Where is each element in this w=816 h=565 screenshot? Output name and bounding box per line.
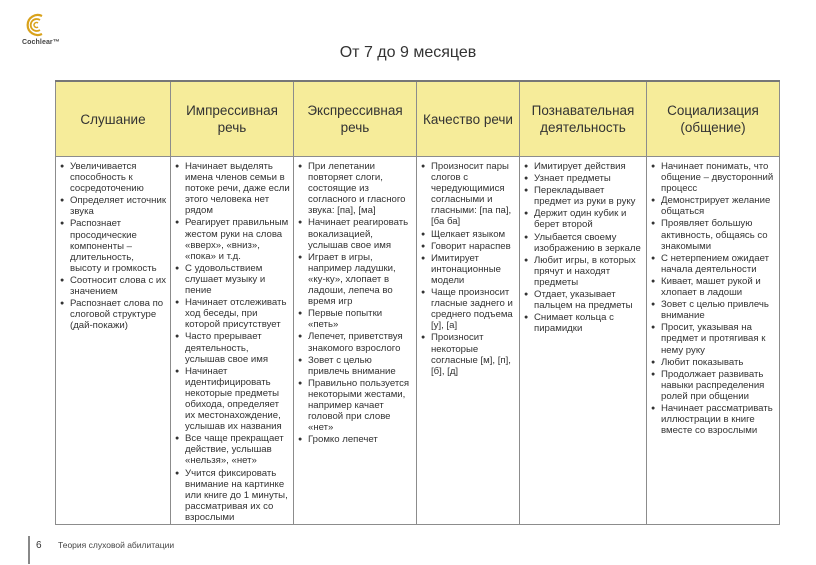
- list-item: ● Держит один кубик и берет второй: [524, 208, 643, 230]
- socialization-list: [651, 161, 776, 436]
- list-item: ● Зовет с целью привлечь внимание: [298, 355, 413, 377]
- list-item: ● Начинает отслеживать ход беседы, при которой присутствует: [175, 297, 290, 330]
- list-item: ● С удовольствием слушает музыку и пение: [175, 263, 290, 296]
- expressive-speech-cell: [294, 157, 417, 525]
- socialization-cell: [647, 157, 780, 525]
- list-item: ● Громко лепечет: [298, 434, 413, 445]
- list-item: ● Первые попытки «петь»: [298, 308, 413, 330]
- list-item: ● Щелкает языком: [421, 229, 516, 240]
- list-item: ● Имитирует действия: [524, 161, 643, 172]
- list-item: ● При лепетании повторяет слоги, состоящие из согласного и гласного звука: [па], [ма]: [298, 161, 413, 216]
- cognition-list: [524, 161, 643, 334]
- list-item: ● Начинает понимать, что общение – двусторонний процесс: [651, 161, 776, 194]
- receptive-speech-list: [175, 161, 290, 523]
- list-item: ● Учится фиксировать внимание на картинке или книге до 1 минуты, рассматривая их со взрослыми: [175, 468, 290, 523]
- speech-quality-list: [421, 161, 516, 377]
- list-item: ● Любит показывать: [651, 357, 776, 368]
- list-item: ● Начинает выделять имена членов семьи в потоке речи, даже если этого человека нет рядом: [175, 161, 290, 216]
- list-item: ● Начинает реагировать вокализацией, услышав свое имя: [298, 217, 413, 250]
- list-item: ● Распознает слова по слоговой структуре (дай-покажи): [60, 298, 167, 331]
- list-item: ● Просит, указывая на предмет и протягивая к нему руку: [651, 322, 776, 355]
- list-item: ● Чаще произносит гласные заднего и среднего подъема [у], [а]: [421, 287, 516, 331]
- cognition-cell: [520, 157, 647, 525]
- column-header-socialization: Социализация (общение): [647, 81, 780, 157]
- list-item: ● Определяет источник звука: [60, 195, 167, 217]
- list-item: ● Зовет с целью привлечь внимание: [651, 299, 776, 321]
- column-header-speech-quality: Качество речи: [417, 81, 520, 157]
- listening-list: [60, 161, 167, 331]
- list-item: ● Перекладывает предмет из руки в руку: [524, 185, 643, 207]
- list-item: ● Начинает идентифицировать некоторые предметы обихода, определяет их местонахождение, услышав их названия: [175, 366, 290, 433]
- list-item: ● Распознает просодические компоненты – длительность, высоту и громкость: [60, 218, 167, 273]
- expressive-speech-list: [298, 161, 413, 445]
- footer-title: Теория слуховой абилитации: [58, 540, 175, 550]
- list-item: ● Любит игры, в которых прячут и находят предметы: [524, 255, 643, 288]
- cochlear-logo-icon: [26, 12, 48, 38]
- list-item: ● Все чаще прекращает действие, услышав «нельзя», «нет»: [175, 433, 290, 466]
- speech-quality-cell: [417, 157, 520, 525]
- page-title: От 7 до 9 месяцев: [339, 44, 477, 61]
- listening-cell: [56, 157, 171, 525]
- list-item: ● Увеличивается способность к сосредоточению: [60, 161, 167, 194]
- footer-divider: [28, 536, 30, 564]
- column-header-listening: Слушание: [56, 81, 171, 157]
- table-body-row: [56, 157, 780, 525]
- list-item: ● Узнает предметы: [524, 173, 643, 184]
- logo-text: Cochlear™: [22, 39, 60, 46]
- list-item: ● Демонстрирует желание общаться: [651, 195, 776, 217]
- development-table: [55, 80, 780, 525]
- page-number: 6: [36, 540, 42, 551]
- list-item: ● Реагирует правильным жестом руки на слова «вверх», «вниз», «пока» и т.д.: [175, 217, 290, 261]
- column-header-cognition: Познавательная деятельность: [520, 81, 647, 157]
- list-item: ● С нетерпением ожидает начала деятельности: [651, 253, 776, 275]
- list-item: ● Произносит пары слогов с чередующимися согласными и гласными: [па па], [ба ба]: [421, 161, 516, 228]
- list-item: ● Говорит нараспев: [421, 241, 516, 252]
- list-item: ● Соотносит слова с их значением: [60, 275, 167, 297]
- list-item: ● Имитирует интонационные модели: [421, 253, 516, 286]
- list-item: ● Лепечет, приветствуя знакомого взрослого: [298, 331, 413, 353]
- list-item: ● Часто прерывает деятельность, услышав свое имя: [175, 331, 290, 364]
- list-item: ● Играет в игры, например ладушки, «ку-ку», хлопает в ладоши, лепеча во время игр: [298, 252, 413, 307]
- list-item: ● Улыбается своему изображению в зеркале: [524, 232, 643, 254]
- list-item: ● Продолжает развивать навыки распределения ролей при общении: [651, 369, 776, 402]
- list-item: ● Отдает, указывает пальцем на предметы: [524, 289, 643, 311]
- list-item: ● Снимает кольца с пирамидки: [524, 312, 643, 334]
- list-item: ● Проявляет большую активность, общаясь со знакомыми: [651, 218, 776, 251]
- list-item: ● Начинает рассматривать иллюстрации в книге вместе со взрослыми: [651, 403, 776, 436]
- list-item: ● Кивает, машет рукой и хлопает в ладоши: [651, 276, 776, 298]
- receptive-speech-cell: [171, 157, 294, 525]
- list-item: ● Произносит некоторые согласные [м], [п], [б], [д]: [421, 332, 516, 376]
- column-header-receptive-speech: Импрессивная речь: [171, 81, 294, 157]
- column-header-expressive-speech: Экспрессивная речь: [294, 81, 417, 157]
- table-header-row: [56, 81, 780, 157]
- list-item: ● Правильно пользуется некоторыми жестами, например качает головой при слове «нет»: [298, 378, 413, 433]
